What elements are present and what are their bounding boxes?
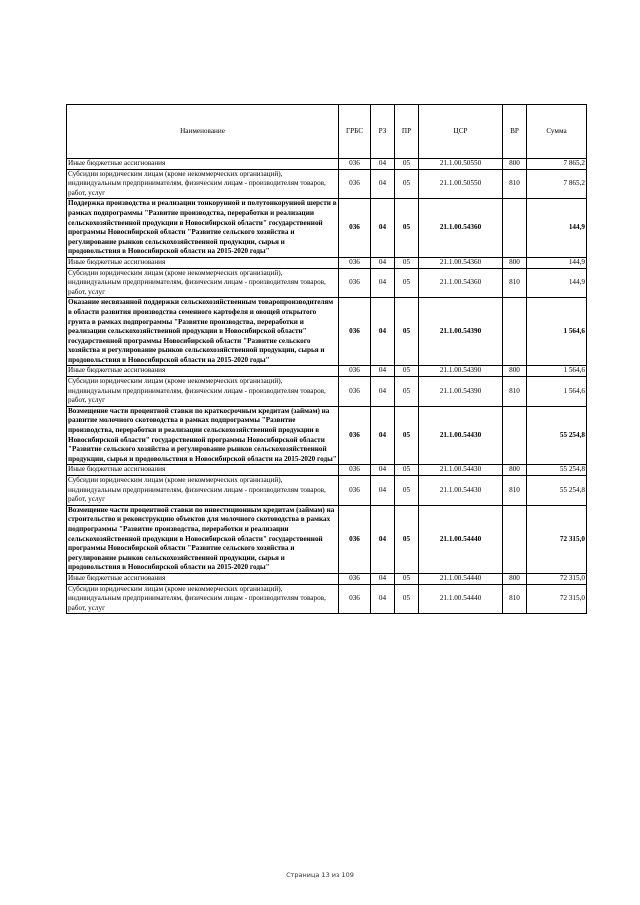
cell-sum: 55 254,8	[527, 476, 587, 506]
cell-vr: 800	[503, 257, 527, 268]
header-name: Наименование	[67, 105, 339, 159]
cell-sum: 144,9	[527, 257, 587, 268]
cell-pr: 05	[395, 505, 419, 573]
budget-table	[66, 104, 587, 614]
cell-sum: 55 254,8	[527, 406, 587, 465]
table-row	[67, 476, 587, 506]
cell-grbs: 036	[339, 298, 371, 366]
cell-rz: 04	[371, 169, 395, 199]
cell-sum: 144,9	[527, 268, 587, 298]
cell-rz: 04	[371, 159, 395, 170]
cell-name: Субсидии юридическим лицам (кроме некоммерческих организаций), индивидуальным предпринимателям, физическим лицам - производителям товаров, работ, услуг	[67, 169, 339, 199]
cell-pr: 05	[395, 169, 419, 199]
cell-pr: 05	[395, 366, 419, 377]
cell-rz: 04	[371, 465, 395, 476]
table-row	[67, 257, 587, 268]
cell-vr	[503, 199, 527, 258]
cell-name: Субсидии юридическим лицам (кроме некоммерческих организаций), индивидуальным предпринимателям, физическим лицам - производителям товаров, работ, услуг	[67, 377, 339, 407]
cell-pr: 05	[395, 406, 419, 465]
cell-rz: 04	[371, 505, 395, 573]
table-row	[67, 199, 587, 258]
cell-grbs: 036	[339, 159, 371, 170]
cell-csr: 21.1.00.54360	[419, 268, 503, 298]
header-pr: ПР	[395, 105, 419, 159]
cell-sum: 72 315,0	[527, 573, 587, 584]
table-header-row	[67, 105, 587, 159]
cell-rz: 04	[371, 366, 395, 377]
cell-sum: 72 315,0	[527, 584, 587, 614]
cell-vr: 800	[503, 159, 527, 170]
cell-csr: 21.1.00.54440	[419, 584, 503, 614]
cell-vr	[503, 505, 527, 573]
header-vr: ВР	[503, 105, 527, 159]
table-row	[67, 268, 587, 298]
header-csr: ЦСР	[419, 105, 503, 159]
cell-grbs: 036	[339, 257, 371, 268]
cell-csr: 21.1.00.54390	[419, 298, 503, 366]
cell-vr: 810	[503, 169, 527, 199]
table-row	[67, 465, 587, 476]
cell-sum: 1 564,6	[527, 366, 587, 377]
cell-grbs: 036	[339, 268, 371, 298]
cell-sum: 7 865,2	[527, 159, 587, 170]
cell-pr: 05	[395, 476, 419, 506]
cell-name: Возмещение части процентной ставки по инвестиционным кредитам (займам) на строительство и реконструкцию объектов для молочного скотоводства в рамках подпрограммы "Развитие производства, переработки и реализации сельскохозяйственной продукции в Новосибирской области" государственной программы Новосибирской области "Развитие сельского хозяйства и регулирование рынков сельскохозяйственной продукции, сырья и продовольствия в Новосибирской области на 2015-2020 годы"	[67, 505, 339, 573]
cell-rz: 04	[371, 268, 395, 298]
cell-vr: 800	[503, 366, 527, 377]
cell-csr: 21.1.00.54390	[419, 366, 503, 377]
cell-vr: 810	[503, 268, 527, 298]
table-row	[67, 366, 587, 377]
table-row	[67, 406, 587, 465]
cell-rz: 04	[371, 257, 395, 268]
cell-grbs: 036	[339, 377, 371, 407]
cell-name: Субсидии юридическим лицам (кроме некоммерческих организаций), индивидуальным предпринимателям, физическим лицам - производителям товаров, работ, услуг	[67, 476, 339, 506]
cell-vr: 800	[503, 465, 527, 476]
cell-sum: 7 865,2	[527, 169, 587, 199]
cell-name: Иные бюджетные ассигнования	[67, 257, 339, 268]
cell-csr: 21.1.00.54360	[419, 257, 503, 268]
cell-grbs: 036	[339, 169, 371, 199]
cell-pr: 05	[395, 584, 419, 614]
table-row	[67, 159, 587, 170]
cell-sum: 72 315,0	[527, 505, 587, 573]
cell-grbs: 036	[339, 476, 371, 506]
cell-grbs: 036	[339, 505, 371, 573]
table-row	[67, 584, 587, 614]
cell-rz: 04	[371, 199, 395, 258]
page-number: Страница 13 из 109	[286, 871, 354, 879]
cell-pr: 05	[395, 573, 419, 584]
cell-rz: 04	[371, 476, 395, 506]
cell-name: Субсидии юридическим лицам (кроме некоммерческих организаций), индивидуальным предпринимателям, физическим лицам - производителям товаров, работ, услуг	[67, 584, 339, 614]
cell-rz: 04	[371, 584, 395, 614]
cell-vr	[503, 406, 527, 465]
table-body	[67, 159, 587, 614]
cell-csr: 21.1.00.54430	[419, 465, 503, 476]
header-sum: Сумма	[527, 105, 587, 159]
cell-pr: 05	[395, 268, 419, 298]
table-row	[67, 298, 587, 366]
cell-csr: 21.1.00.50550	[419, 159, 503, 170]
cell-pr: 05	[395, 377, 419, 407]
cell-name: Субсидии юридическим лицам (кроме некоммерческих организаций), индивидуальным предпринимателям, физическим лицам - производителям товаров, работ, услуг	[67, 268, 339, 298]
cell-grbs: 036	[339, 584, 371, 614]
cell-name: Оказание несвязанной поддержки сельскохозяйственным товаропроизводителям в области развития производства семенного картофеля и овощей открытого грунта в рамках подпрограммы "Развитие производства, переработки и реализации сельскохозяйственной продукции в Новосибирской области" государственной программы Новосибирской области "Развитие сельского хозяйства и регулирование рынков сельскохозяйственной продукции, сырья и продовольствия в Новосибирской области на 2015-2020 годы"	[67, 298, 339, 366]
cell-grbs: 036	[339, 465, 371, 476]
table-row	[67, 377, 587, 407]
cell-grbs: 036	[339, 366, 371, 377]
cell-name: Иные бюджетные ассигнования	[67, 159, 339, 170]
cell-csr: 21.1.00.54360	[419, 199, 503, 258]
cell-grbs: 036	[339, 199, 371, 258]
cell-grbs: 036	[339, 406, 371, 465]
cell-name: Иные бюджетные ассигнования	[67, 573, 339, 584]
cell-csr: 21.1.00.54440	[419, 505, 503, 573]
cell-csr: 21.1.00.54430	[419, 406, 503, 465]
cell-pr: 05	[395, 257, 419, 268]
cell-name: Поддержка производства и реализации тонкорунной и полутонкорунной шерсти в рамках подпрограммы "Развитие производства, переработки и реализации сельскохозяйственной продукции в Новосибирской области" государственной программы Новосибирской области "Развитие сельского хозяйства и регулирование рынков сельскохозяйственной продукции, сырья и продовольствия в Новосибирской области на 2015-2020 годы"	[67, 199, 339, 258]
cell-pr: 05	[395, 159, 419, 170]
cell-name: Иные бюджетные ассигнования	[67, 366, 339, 377]
cell-rz: 04	[371, 298, 395, 366]
cell-rz: 04	[371, 573, 395, 584]
cell-rz: 04	[371, 406, 395, 465]
table-row	[67, 169, 587, 199]
cell-rz: 04	[371, 377, 395, 407]
cell-csr: 21.1.00.54390	[419, 377, 503, 407]
cell-sum: 55 254,8	[527, 465, 587, 476]
cell-pr: 05	[395, 465, 419, 476]
table-row	[67, 505, 587, 573]
cell-vr: 810	[503, 476, 527, 506]
header-rz: РЗ	[371, 105, 395, 159]
cell-csr: 21.1.00.54440	[419, 573, 503, 584]
cell-vr: 800	[503, 573, 527, 584]
cell-name: Возмещение части процентной ставки по краткосрочным кредитам (займам) на развитие молочного скотоводства в рамках подпрограммы "Развитие производства, переработки и реализации сельскохозяйственной продукции в Новосибирской области" государственной программы Новосибирской области "Развитие сельского хозяйства и регулирование рынков сельскохозяйственной продукции, сырья и продовольствия в Новосибирской области на 2015-2020 годы"	[67, 406, 339, 465]
cell-vr: 810	[503, 377, 527, 407]
cell-sum: 144,9	[527, 199, 587, 258]
cell-name: Иные бюджетные ассигнования	[67, 465, 339, 476]
cell-pr: 05	[395, 199, 419, 258]
table-row	[67, 573, 587, 584]
cell-csr: 21.1.00.54430	[419, 476, 503, 506]
cell-pr: 05	[395, 298, 419, 366]
cell-vr	[503, 298, 527, 366]
header-grbs: ГРБС	[339, 105, 371, 159]
cell-sum: 1 564,6	[527, 298, 587, 366]
cell-sum: 1 564,6	[527, 377, 587, 407]
cell-vr: 810	[503, 584, 527, 614]
cell-grbs: 036	[339, 573, 371, 584]
cell-csr: 21.1.00.50550	[419, 169, 503, 199]
